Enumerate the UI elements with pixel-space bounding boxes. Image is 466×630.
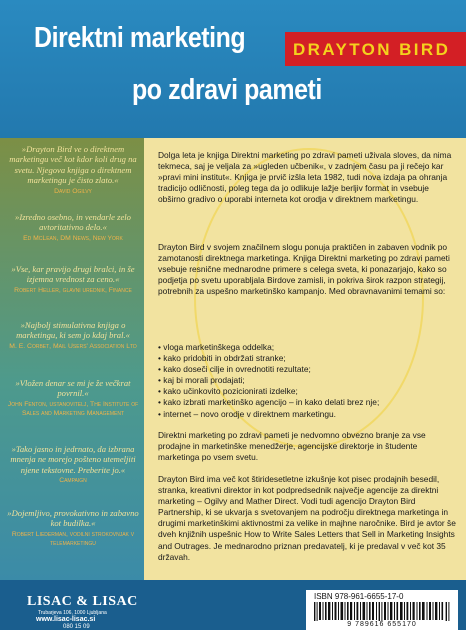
quote-text: »Izredno osebno, in vendarle zelo avtoritativno delo.« [15, 212, 131, 233]
quote-text: »Drayton Bird ve o direktnem marketingu več kot kdor koli drug na svetu. Njegova knjiga o direktnem marketingu je čisto zlato.« [9, 144, 137, 186]
quote-item [7, 444, 139, 485]
description-panel [144, 138, 466, 580]
topic-item: • kako izbrati marketinško agencijo – in kako delati brez nje; [158, 397, 458, 408]
author-bio-paragraph: Drayton Bird ima več kot štiridesetletne izkušnje kot pisec prodajnih besedil, stranka, kreativni direktor in kot podpredsednik največje agencije za direktni marketing – Ogilvy and Mather Direct. Vodi tudi agencijo Drayton Bird Partnership, ki se ukvarja s svetovanjem na področju direktnega marketinga in drugimi marketinškimi aktivnostmi za velike in majhne naročnike. Bird je avtor še dveh knjižnih uspešnic How to Write Sales Letters that Sell in Marketing Insights and Outrages. Je mednarodno priznan predavatelj, ki je predaval v več kot 35 državah. [158, 474, 456, 562]
isbn-barcode-box [306, 590, 458, 630]
quote-source: M. E. Corbet, Mail Users' Association Ltd [9, 342, 137, 350]
publisher-logo: LISAC & LISAC [27, 594, 138, 609]
publisher-website: www.lisac-lisac.si [36, 616, 96, 623]
topic-item: • kako doseči cilje in ovrednotiti rezultate; [158, 364, 458, 375]
publisher-phone: 080 15 09 [63, 624, 90, 630]
topic-item: • kako pridobiti in obdržati stranke; [158, 353, 458, 364]
barcode-digits: 9 789616 655170 [314, 621, 450, 628]
publisher-address: Trubarjeva 106, 1000 Ljubljana [38, 610, 107, 616]
author-name: DRAYTON BIRD [293, 40, 451, 59]
quote-item [7, 378, 139, 418]
isbn-number: ISBN 978-961-6655-17-0 [314, 592, 404, 601]
description-paragraph-2: Drayton Bird v svojem značilnem slogu ponuja praktičen in zabaven vodnik po zamotanosti direktnega marketinga. Knjiga Direktni marketing po zdravi pameti vsebuje resnične mednarodne primere s celega sveta, ki ponazarjajo, kako so podjetja po svetu uporabljala Birdove zamisli, in pokriva širok razpon strategij, potrebnih za uspešno marketinško kampanjo. Med obravnavanimi temami so: [158, 242, 450, 297]
quote-text: »Dojemljivo, provokativno in zabavno kot budilka.« [7, 508, 139, 529]
quote-source: Robert Heller, glavni urednik, Finance [14, 286, 132, 294]
quote-item [7, 320, 139, 351]
book-title-line-2: po zdravi pameti [132, 74, 322, 106]
topic-item: • vloga marketinškega oddelka; [158, 342, 458, 353]
quote-text: »Tako jasno in jedrnato, da izbrana mnenja ne morejo pošteno utemeljiti njene tekstovne. Preberite jo.« [10, 444, 136, 475]
quote-source: Ed McLean, DM News, New York [23, 234, 123, 242]
quote-text: »Vse, kar pravijo drugi bralci, in še izjemna vrednost za ceno.« [11, 264, 135, 285]
topic-item: • kako učinkovito pozicionirati izdelke; [158, 386, 458, 397]
quote-item [7, 144, 139, 196]
quote-item [7, 264, 139, 295]
book-title-line-1: Direktni marketing [34, 22, 246, 54]
quote-text: »Najbolj stimulativna knjiga o marketingu, ki sem jo kdaj bral.« [16, 320, 130, 341]
quote-source: Campaign [59, 477, 87, 485]
quote-source: John Fenton, ustanovitelj, The Institute of Sales and Marketing Management [7, 400, 139, 417]
description-paragraph-1: Dolga leta je knjiga Direktni marketing po zdravi pameti uživala sloves, da nima tekmeca, saj je veljala za »ugleden učbenik«, v zadnjem času pa ji rečejo kar »pravi mini institut«. Knjiga je prvič izšla leta 1982, tudi nova izdaja pa ohranja tradicijo odličnosti, poleg tega da jo odlikuje lažje berljiv format in vsebuje obširno gradivo o uporabi interneta kot orodja v direktnem marketingu. [158, 150, 452, 205]
author-banner [285, 32, 466, 66]
quote-item [7, 508, 139, 548]
quote-source: Robert Liederman, vodilni strokovnjak v telemarketingu [11, 530, 135, 547]
topic-item: • kaj bi morali prodajati; [158, 375, 458, 386]
quotes-column [0, 138, 144, 580]
topics-list [158, 342, 458, 420]
description-paragraph-3: Direktni marketing po zdravi pameti je nedvomno obvezno branje za vse prodajne in marketinške menedžerje, agencijske direktorje in študente marketinga po vsem svetu. [158, 430, 426, 463]
quote-text: »Vložen denar se mi je že večkrat povrnil.« [15, 378, 131, 399]
quote-source: David Ogilvy [54, 187, 92, 195]
topic-item: • internet – novo orodje v direktnem marketingu. [158, 409, 458, 420]
quote-item [7, 212, 139, 243]
